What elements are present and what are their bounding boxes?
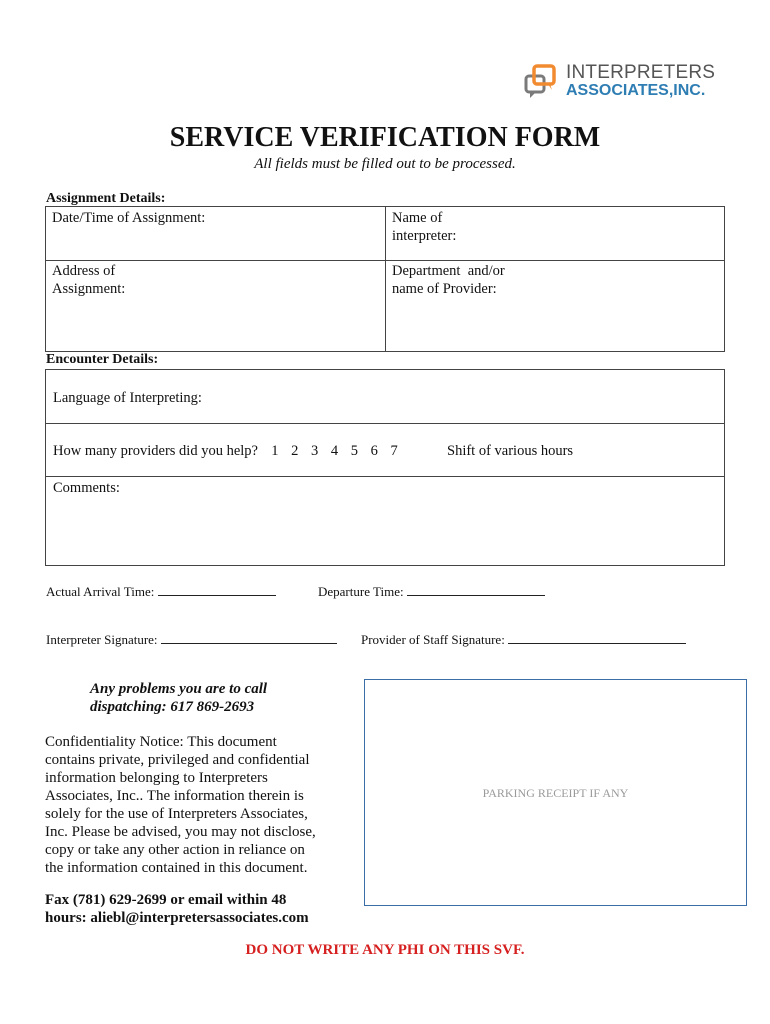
departure-time-row [318,583,545,600]
provider-signature-input[interactable] [508,631,686,644]
phi-warning: DO NOT WRITE ANY PHI ON THIS SVF. [245,942,525,958]
providers-row [53,442,713,460]
arrival-time-input[interactable] [158,583,276,596]
dispatch-notice [90,680,267,716]
departure-time-label: Departure Time: [318,584,404,599]
confidentiality-line-7: copy or take any other action in reliance on [45,842,305,858]
encounter-row-divider-1 [46,423,724,424]
confidentiality-line-6: Inc. Please be advised, you may not disclose, [45,824,316,840]
fax-email-notice [45,891,309,927]
address-field[interactable] [52,262,382,350]
provider-signature-row [361,631,686,648]
interpreter-name-label-2: interpreter: [392,228,457,244]
confidentiality-line-5: solely for the use of Interpreters Associates, [45,806,308,822]
provider-count-option-3[interactable]: 3 [310,443,319,459]
confidentiality-notice [45,733,355,877]
confidentiality-line-1: Confidentiality Notice: This document [45,734,277,750]
department-label-1: Department and/or [392,263,505,279]
provider-count-option-7[interactable]: 7 [390,443,398,459]
datetime-label: Date/Time of Assignment: [52,210,206,226]
company-logo [524,62,724,102]
confidentiality-line-3: information belonging to Interpreters [45,770,268,786]
assignment-col-divider [385,207,386,351]
assignment-heading: Assignment Details: [46,191,166,206]
logo-text-interpreters: INTERPRETERS [566,62,716,83]
datetime-field[interactable] [52,209,382,259]
language-field[interactable] [53,389,713,407]
arrival-time-row [46,583,276,600]
interpreter-signature-row [46,631,337,648]
language-label: Language of Interpreting: [53,390,202,406]
interpreter-name-label-1: Name of [392,210,443,226]
fax-line: Fax (781) 629-2699 or email within 48 [45,892,287,908]
department-label-2: name of Provider: [392,281,497,297]
provider-count-option-5[interactable]: 5 [350,443,358,459]
encounter-heading: Encounter Details: [46,352,159,367]
address-label-2: Assignment: [52,281,126,297]
encounter-row-divider-2 [46,476,724,477]
confidentiality-line-4: Associates, Inc.. The information therein is [45,788,304,804]
confidentiality-line-2: contains private, privileged and confidential [45,752,310,768]
assignment-row-divider [46,260,724,261]
providers-label: How many providers did you help? [53,443,258,459]
logo-text-associates: ASSOCIATES,INC. [566,82,706,99]
confidentiality-line-8: the information contained in this document. [45,860,308,876]
department-field[interactable] [392,262,722,350]
parking-receipt-box[interactable] [364,679,747,906]
departure-time-input[interactable] [407,583,545,596]
comments-field[interactable] [53,479,717,563]
provider-signature-label: Provider of Staff Signature: [361,632,505,647]
provider-count-option-1[interactable]: 1 [271,443,279,459]
encounter-table [45,369,725,566]
comments-label: Comments: [53,480,120,496]
form-subtitle: All fields must be filled out to be processed. [254,156,516,172]
provider-count-option-6[interactable]: 6 [370,443,378,459]
arrival-time-label: Actual Arrival Time: [46,584,155,599]
provider-count-option-4[interactable]: 4 [330,443,339,459]
interpreter-signature-label: Interpreter Signature: [46,632,158,647]
interpreter-name-field[interactable] [392,209,722,259]
assignment-table [45,206,725,352]
shift-option[interactable]: Shift of various hours [447,443,574,459]
dispatch-notice-line-1: Any problems you are to call [90,681,268,697]
dispatch-notice-line-2: dispatching: 617 869-2693 [90,699,255,715]
speech-bubbles-icon [524,64,558,100]
interpreter-signature-input[interactable] [161,631,337,644]
email-line: hours: aliebl@interpretersassociates.com [45,910,309,926]
provider-count-option-2[interactable]: 2 [291,443,299,459]
form-title: SERVICE VERIFICATION FORM [169,122,601,153]
address-label-1: Address of [52,263,116,279]
parking-receipt-label: PARKING RECEIPT IF ANY [482,786,629,800]
